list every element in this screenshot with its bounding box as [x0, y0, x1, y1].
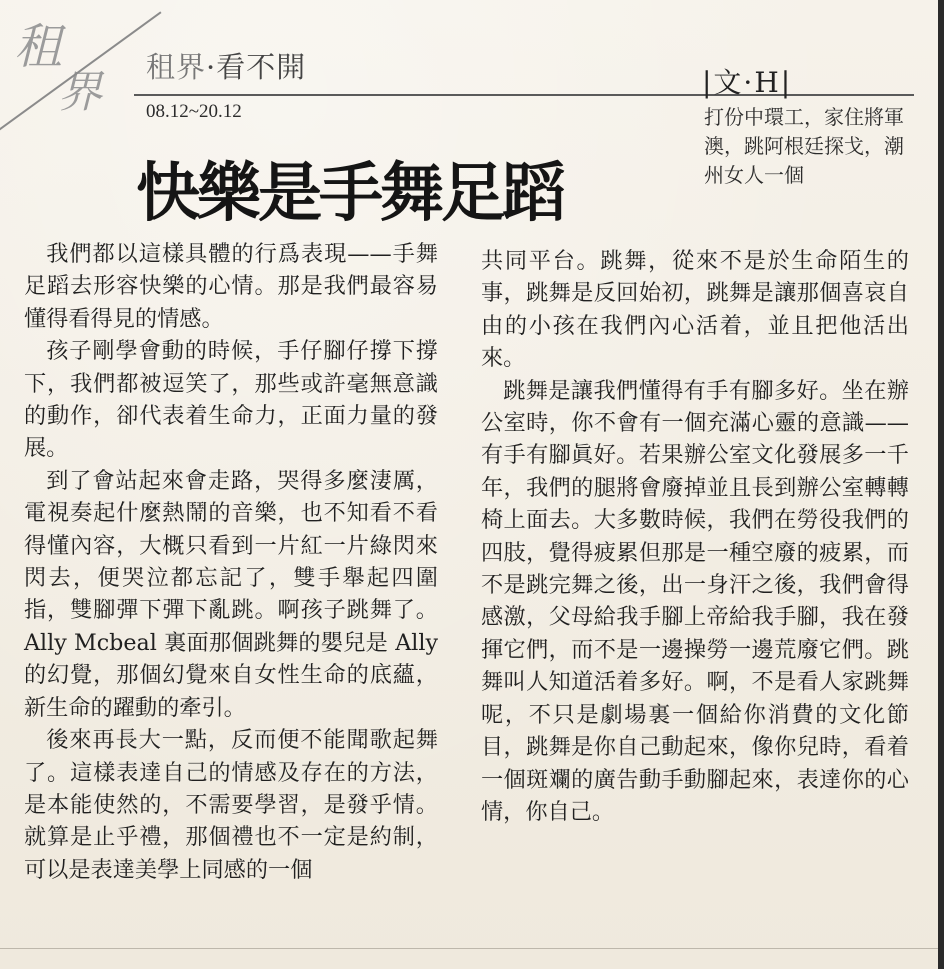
- left-column: [24, 238, 438, 886]
- author-bio: 打份中環工，家住將軍澳，跳阿根廷探戈，潮州女人一個: [704, 105, 904, 187]
- column-logo: 租 界: [0, 0, 130, 135]
- paragraph: 共同平台。跳舞，從來不是於生命陌生的事，跳舞是反回始初，跳舞是讓那個喜哀自由的小孩在我們內心活着，並且把他活出來。: [481, 248, 909, 372]
- paragraph: 後來再長大一點，反而便不能聞歌起舞了。這樣表達自己的情感及存在的方法，是本能使然的，不需要學習，是發乎情。就算是止乎禮，那個禮也不一定是約制，可以是表達美學上同感的一個: [24, 727, 438, 883]
- section-prefix: 租界: [146, 50, 207, 84]
- paragraph: 跳舞是讓我們懂得有手有腳多好。坐在辦公室時，你不會有一個充滿心靈的意識——有手有腳眞好。若果辦公室文化發展多一千年，我們的腿將會廢掉並且長到辦公室轉轉椅上面去。大多數時候，我們在勞役我們的四肢，覺得疲累但那是一種空廢的疲累，而不是跳完舞之後，出一身汗之後，我們會得感激，父母給我手腳上帝給我手腳，我在發揮它們，而不是一邊操勞一邊荒廢它們。跳舞叫人知道活着多好。啊，不是看人家跳舞呢，不只是劇場裏一個給你消費的文化節目，跳舞是你自己動起來，像你兒時，看着一個斑斕的廣告動手動腳起來，表達你的心情，你自己。: [481, 377, 909, 825]
- section-name: 看不開: [216, 50, 307, 84]
- clipping-edge: [0, 948, 944, 949]
- headline: 快樂是手舞足蹈: [136, 157, 563, 231]
- masthead-rule: [134, 94, 914, 96]
- byline: |文·H|: [702, 66, 793, 99]
- scan-edge: [938, 0, 944, 969]
- paragraph: 我們都以這樣具體的行爲表現——手舞足蹈去形容快樂的心情。那是我們最容易懂得看得見的情感。: [24, 241, 438, 332]
- paragraph: 孩子剛學會動的時候，手仔腳仔撐下撐下，我們都被逗笑了，那些或許毫無意識的動作，卻代表着生命力，正面力量的發展。: [24, 338, 438, 462]
- right-column: [481, 245, 909, 828]
- section-title: [146, 45, 306, 86]
- section-separator: ·: [206, 50, 217, 84]
- paragraph: 到了會站起來會走路，哭得多麼淒厲，電視奏起什麼熱鬧的音樂，也不知看不看得懂內容，大概只看到一片紅一片綠閃來閃去，便哭泣都忘記了，雙手舉起四圍指，雙腳彈下彈下亂跳。啊孩子跳舞了。Ally Mcbeal 裏面那個跳舞的嬰兒是 Ally 的幻覺，那個幻覺來自女性生命的底蘊，新生命的躍動的牽引。: [24, 467, 438, 721]
- date-range: 08.12~20.12: [146, 101, 242, 122]
